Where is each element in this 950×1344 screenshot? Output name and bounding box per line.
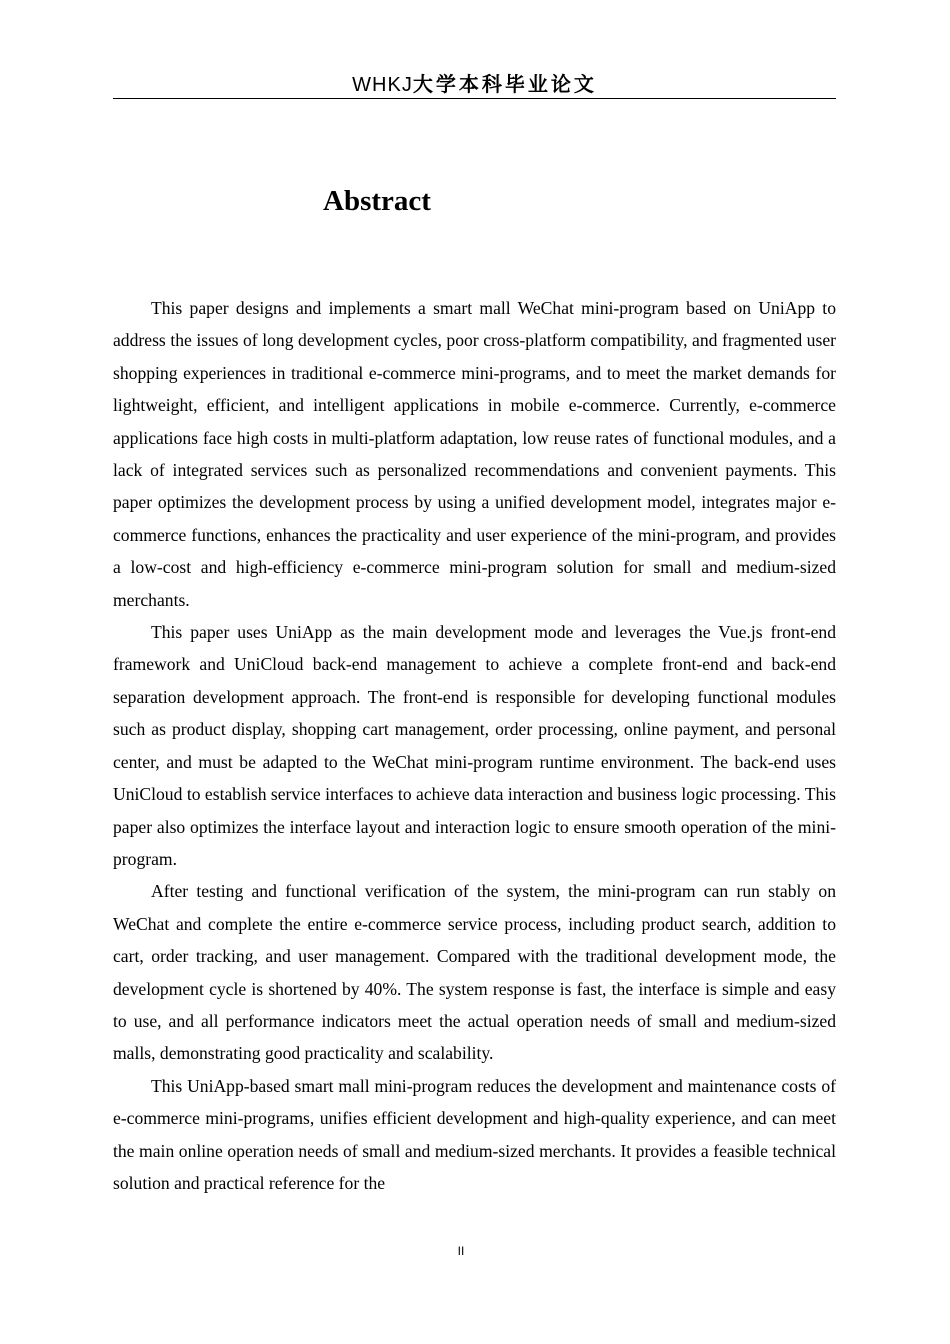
abstract-paragraph-4: This UniApp-based smart mall mini-program reduces the development and maintenance costs of e-commerce mini-programs, unifies efficient development and high-quality experience, and can meet the main online operation needs of small and medium-sized merchants. It provides a feasible technical solution and practical reference for the xyxy=(113,1075,836,1193)
header-thesis-label: 大学本科毕业论文 xyxy=(412,72,597,96)
abstract-paragraph-2: This paper uses UniApp as the main development mode and leverages the Vue.js front-end framework and UniCloud back-end management to achieve a complete front-end and back-end separation development approach. The front-end is responsible for developing functional modules such as product display, shopping cart management, order processing, online payment, and personal center, and must be adapted to the WeChat mini-program runtime environment. The back-end uses UniCloud to establish service interfaces to achieve data interaction and business logic processing. This paper also optimizes the interface layout and interaction logic to ensure smooth operation of the mini-program. xyxy=(113,622,836,869)
running-header xyxy=(113,70,836,98)
page-number: II xyxy=(457,1244,465,1258)
header-rule xyxy=(113,98,836,99)
header-school-name: WHKJ xyxy=(352,74,413,96)
abstract-paragraph-3: After testing and functional verification of the system, the mini-program can run stably on WeChat and complete the entire e-commerce service process, including product search, addition to cart, order tracking, and user management. Compared with the traditional development mode, the development cycle is shortened by 40%. The system response is fast, the interface is simple and easy to use, and all performance indicators meet the actual operation needs of small and medium-sized malls, demonstrating good practicality and scalability. xyxy=(113,881,836,1064)
abstract-paragraph-1: This paper designs and implements a smart mall WeChat mini-program based on UniApp to address the issues of long development cycles, poor cross-platform compatibility, and fragmented user shopping experiences in traditional e-commerce mini-programs, and to meet the market demands for lightweight, efficient, and intelligent applications in mobile e-commerce. Currently, e-commerce applications face high costs in multi-platform adaptation, low reuse rates of functional modules, and a lack of integrated services such as personalized recommendations and convenient payments. This paper optimizes the development process by using a unified development model, integrates major e-commerce functions, enhances the practicality and user experience of the mini-program, and provides a low-cost and high-efficiency e-commerce mini-program solution for small and medium-sized merchants. xyxy=(113,298,836,610)
abstract-body xyxy=(113,292,836,1199)
page-title: Abstract xyxy=(323,185,431,217)
